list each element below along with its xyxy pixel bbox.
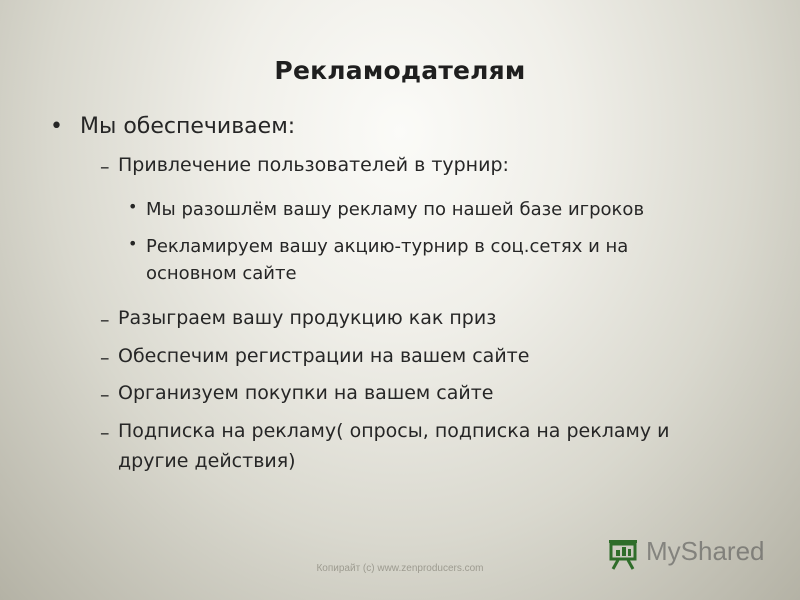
dash-marker: – xyxy=(100,422,110,444)
sub-bullet-marker: • xyxy=(128,234,138,253)
bullet-marker: • xyxy=(50,114,63,139)
dash-text: Разыграем вашу продукцию как приз xyxy=(118,307,497,329)
dash-text-line2: другие действия) xyxy=(118,450,296,472)
dash-text: Привлечение пользователей в турнир: xyxy=(118,154,509,176)
dash-text-line1: Подписка на рекламу( опросы, подписка на рекламу и xyxy=(118,420,670,442)
dash-marker: – xyxy=(100,347,110,369)
dash-text: Организуем покупки на вашем сайте xyxy=(118,382,494,404)
slide-title: Рекламодателям xyxy=(274,56,526,85)
dash-marker: – xyxy=(100,156,110,178)
dash-marker: – xyxy=(100,309,110,331)
sub-bullet-text-line2: основном сайте xyxy=(146,263,297,284)
bullet-text: Мы обеспечиваем: xyxy=(80,114,296,139)
sub-bullet-text: Мы разошлём вашу рекламу по нашей базе игроков xyxy=(146,199,645,220)
logo-text: MyShared xyxy=(646,536,765,566)
dash-marker: – xyxy=(100,384,110,406)
sub-bullet-text-line1: Рекламируем вашу акцию-турнир в соц.сетях и на xyxy=(146,236,629,257)
sub-bullet-marker: • xyxy=(128,197,138,216)
copyright-text: Копирайт (с) www.zenproducers.com xyxy=(316,563,484,574)
dash-text: Обеспечим регистрации на вашем сайте xyxy=(118,345,530,367)
